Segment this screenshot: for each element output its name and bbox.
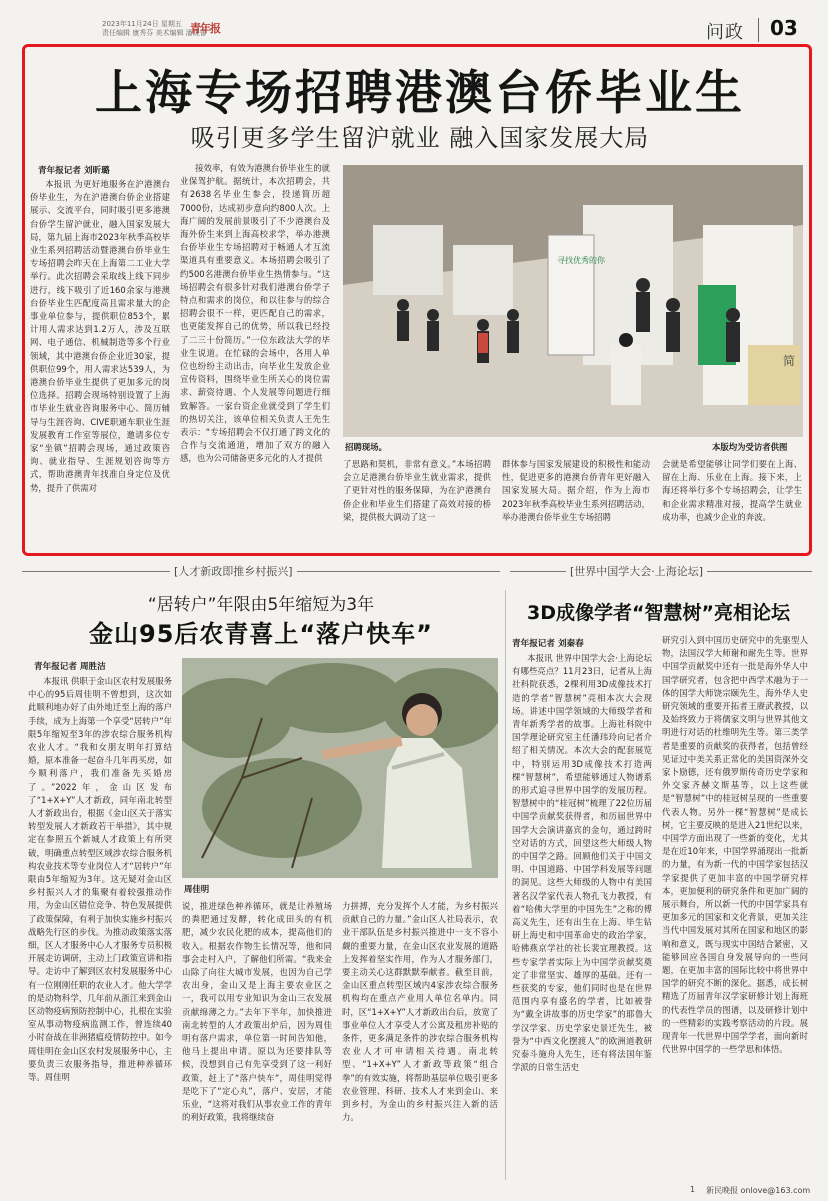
lead-column-4: 群体参与国家发展建设的积极性和能动性，促进更多的港澳台侨青年更好融入国家发展大局。据介绍，作为上海市2023年秋季高校毕业生系列招聘活动，举办港澳台侨毕业生专场招聘: [502, 459, 650, 522]
lead-photo-credit: 本版均为受访者供图: [712, 442, 788, 452]
story2-headline: 金山95后农青喜上“落户快车”: [89, 620, 433, 648]
lead-photo: [343, 165, 803, 437]
booth-sign-text: 寻找优秀的你: [557, 256, 605, 265]
story2-column-3: 力拼搏，充分发挥个人才能，为乡村振兴贡献自己的力量。”金山区人社局表示，农业干部队伍是乡村振兴推进中一支不容小觑的重要力量，在金山区农业发展的道路上发挥着坚实作用，作为人才服务部门，要主动关心这群默默奉献者。截至目前，金山区重点转型区域内4家涉农综合服务机构均在重点产业用人单位名单内。同时，区“1+X+Y”人才新政出台后，放宽了事业单位人才享受人才公寓及租房补贴的条件，更多满足条件的涉农综合服务机构农业人才可申请相关待遇。南北转型、“1+X+Y”人才新政等政策“组合拳”的有效实施，将帮助基层单位吸引更多农业管理、科研、技术人才来到金山、来到乡村，为金山的乡村振兴注入新的活力。: [342, 901, 498, 1123]
story2-photo-caption: 周佳明: [184, 884, 210, 894]
story2-byline: 青年报记者 周胜洁: [34, 662, 106, 672]
story2-photo: [182, 658, 498, 878]
story3-byline: 青年报记者 刘秦春: [512, 639, 584, 649]
orchard-scene: [182, 658, 498, 878]
story3-headline: 3D成像学者“智慧树”亮相论坛: [527, 602, 790, 624]
lead-column-5: 会就是希望能够让同学们要在上海、留在上海、乐业在上海。接下来，上海还将举行多个专场招聘会，让学生和企业需求精准对接，提高学生就业成功率，也减少企业的奔波。: [662, 459, 802, 522]
lead-subtitle: 吸引更多学生留沪就业 融入国家发展大局: [190, 124, 650, 152]
issue-date: 2023年11月24日 星期五: [102, 20, 182, 28]
lead-column-2: 接效率，有效为港澳台侨毕业生的就业保驾护航。据统计，本次招聘会，共有2638名毕业生参会，投递简历超7000份，达成初步意向约800人次。上海广阔的发展前景吸引了不少港澳台及海外侨生来到上海高校求学，举办港澳台侨毕业生专场招聘对于畅通人才互流渠道具有重要意义。本场招聘会吸引了约500名港澳台侨毕业生热情参与。“这场招聘会有很多针对我们港澳台侨学子特点和需求的岗位，和以往参与的综合招聘会很不一样，更匹配自己的需求，也更能发挥自己的优势，所以我已经投了二三十份简历。”一位东政法大学的毕业生说道。在忙碌的会场中，各用人单位也纷纷主动出击，向毕业生发放企业宣传资料，围绕毕业生所关心的岗位需求、薪资待遇、个人发展等问题进行细致解答。一家台资企业就受到了学生们的热切关注，该单位相关负责人王先生表示：“专场招聘会不仅打通了跨文化的合作与交流通道，增加了双方的融入感，也为公司储备更多元化的人才提供: [180, 163, 330, 464]
section-divider: [758, 18, 759, 42]
story2-column-1: 本报讯 供职于金山区农村发展服务中心的95后周佳明不曾想到，这次如此顺利地办好了由外地迁至上海的落户手续，成为上海第一个享受“居转户”年限5年缩短至3年的涉农综合服务机构农业人才。“我和女朋友明年打算结婚，原本准备一起奋斗几年再买房，如今顺利落户，我们准备先买婚房了。”2022年，金山区发布了“1+X+Y”人才新政，同年南北转型人才新政出台，根据《金山区关于落实转型发展人才新政若干举措》，其中规定在参照五个新城人才政策上有所突破，明确重点转型区域涉农综合服务机构农业技术等专业岗位人才“居转户”年限由5年缩短为3年。这无疑对金山区乡村振兴人才的集聚有着较强推动作用，为金山区错位竞争、特色发展提供了政策保障，有利于加快实施乡村振兴战略先行区的步伐。为推动政策落实落细，区人才服务中心人才服务专员积极开展走访调研，主动上门政策宣讲和指导。走访中了解到区农村发展服务中心有一位刚刚任职的农业人才。他大学学的是动物科学，几年前从浙江来到金山区动物疫病预防控制中心，扎根在实验室从事动物疫病监测工作，曾连续40小时奋战在非洲猪瘟疫情防控中。如今周佳明在金山区农村发展服务中心，主要负责三农服务指导，推进种养循环等。周佳明: [28, 676, 172, 1083]
job-fair-scene: [343, 165, 803, 437]
editor-credits: 责任编辑 康秀芬 美术编辑 潘晓蕾: [102, 29, 207, 37]
story3-column-1: 本报讯 世界中国学大会·上海论坛有哪些亮点？11月23日，记者从上海社科院获悉，2棵利用3D成像技术打造的学者“智慧树”亮相本次大会现场。讲述中国学领域的大师级学者和青年新秀学者的故事。上海社科院中国学理论研究室主任潘玮玲向记者介绍了相关情况。本次大会的配套展览中，特别运用3D成像技术打造两棵“智慧树”，希望能够通过人物谱系的形式追寻世界中国学的发展历程。智慧树中的“桂冠树”梳理了22位历届中国学贡献奖获得者，和历届世界中国学大会演讲嘉宾的金句，通过跨时空对话的方式，回望这些大师级人物的中国学之路。回顾他们关于中国文明、中国道路、中国学科发展等问题的洞见。这些大师级的人物中有美国著名汉学家代表人物孔飞力教授，有着“哈佛大学里的中国先生”之称的傅高义先生，还有出生在上海、毕生钻研上海史和中国革命史的政治学家，哈佛燕京学社的社长裴宜理教授。这些专家学者实际上为中国学贡献奖奠定了非常坚实、雄厚的基础。还有一些获奖的专家，他们同时也是在世界范围内享有盛名的学者，比如被誉为“戴全讲故事的历史学家”的耶鲁大学汉学家、历史学家史景迁先生，被誉为“中西文化摆渡人”的欧洲道教研究泰斗施舟人先生，还有将法国年鉴学派的日常生活史: [512, 653, 652, 1073]
lead-column-3: 了思路和契机，非常有意义。”本场招聘会立足港澳台侨毕业生就业需求，提供了更针对性的服务保障，为在沪港澳台侨企业和毕业生们搭建了高效对接的桥梁，提供极大调动了这一: [343, 459, 491, 522]
story2-tag: [人才新政即推乡村振兴]: [170, 563, 297, 579]
story3-column-2: 研究引入到中国历史研究中的先驱型人物，法国汉学大师谢和耐先生等。世界中国学贡献奖中还有一批是海外华人中国学研究者，包含把中西学术融为于一体的国学大师饶宗颐先生，海外华人史研究领域的重要开拓者王赓武教授，以及始终致力于将儒家文明与世界其他文明进行对话的杜维明先生等。第三类学者是重要的贡献奖的获得者，包括曾经见证过中美关系正常化的美国资深外交家卜励德，还有俄罗斯传奇历史学家和外交家齐赫文斯基等，以上这些就是“智慧树”中的桂冠树呈现的一些重要代表人物。另外一棵“智慧树”是成长树，它主要反映的是进入21世纪以来，中国学方面出现了一些新的变化，尤其是在近10年来，中国学界涌现出一批新的力量，有为新一代的中国学家包括汉学家提供了更加丰富的中国学研究样本，更加便利的研究条件和更加广阔的展示舞台，所以新一代的中国学家具有更加多元的国家和文化背景，更加关注当代中国发展对其所在国家和地区的影响和意义，既与现实中国结合紧密，又能够回应各国自身发展导向的一些问题，在更加丰富的国际比较中将世界中国学的研究不断的深化。据悉，成长树精选了历届青年汉学家研修计划上海班的代表性学员的图谱，以及研修计划中的一些精彩的实践考察活动的片段。展现青年一代世界中国学学者，面向新时代世界中国学的一些学思和体悟。: [662, 635, 808, 1055]
page-number: 03: [770, 16, 798, 40]
footer-page-index: 1: [690, 1185, 696, 1194]
lead-headline: 上海专场招聘港澳台侨毕业生: [95, 66, 745, 121]
booth-sign-char: 简: [783, 354, 796, 368]
story2-kicker: “居转户”年限由5年缩短为3年: [147, 595, 375, 615]
lead-photo-caption: 招聘现场。: [345, 442, 387, 452]
lead-column-1: 本报讯 为更好地服务在沪港澳台侨毕业生，为在沪港澳台侨企业搭建展示、交流平台，同时吸引更多港澳台侨学生留沪就业，融入国家发展大局，第九届上海市2023年秋季高校毕业生系列招聘活动暨港澳台侨毕业生专场招聘会昨天在上海第二工业大学举行。此次招聘会采取线上线下同步进行，线下吸引了近160余家与港澳台侨毕业生匹配度高且需求量大的企事业单位参与，提供职位853个，累计用人需求达到1.2万人，涉及互联网、电子通信、机械制造等多个行业领域，其中港澳台侨企业近30家，提供职位99个，用人需求达539人，为港澳台侨毕业生提供了更加多元的岗位选择。招聘会现场特别设置了上海市毕业生就业咨询服务中心、简历辅导与生涯咨询、CIVE职通车职业生涯发展教育工作室等展位，邀请多位专家“坐镇”招聘会现场，通过政策咨询、就业指导、生涯规划咨询等方式，帮助港澳青年找准自身定位及优势，提升了供需对: [30, 179, 170, 493]
story3-tag: [世界中国学大会·上海论坛]: [566, 563, 707, 579]
newspaper-logo: 青年报: [190, 22, 220, 35]
column-divider: [505, 590, 506, 1180]
footer-contact: 新民晚报 onlove@163.com: [706, 1186, 811, 1195]
section-name: 问政: [706, 22, 744, 43]
story2-column-2: 说，推进绿色种养循环，就是让养殖场的粪肥通过发酵，转化成田头的有机肥，减少农民化肥的成本，提高他们的收入。根据农作物生长情况等，他和同事会走村入户，了解他们所需。“我来金山除了向往大城市发展，也因为自己学农出身，金山又是上海主要农业区之一，我可以用专业知识为金山三农发展贡献绵薄之力。”去年下半年，加快推进南北转型的人才政策出炉后，因为周佳明有落户需求，单位第一时间告知他，他马上提出申请。原以为还要排队等候，没想到自己有先享受到了这一利好政策，赶上了“落户快车”，周佳明觉得是吃下了“定心丸”，落户、安居，才能乐业，“这将对我们从事农业工作的青年的利好政策，我将继续奋: [182, 901, 332, 1123]
lead-byline: 青年报记者 刘昕璐: [38, 166, 110, 176]
